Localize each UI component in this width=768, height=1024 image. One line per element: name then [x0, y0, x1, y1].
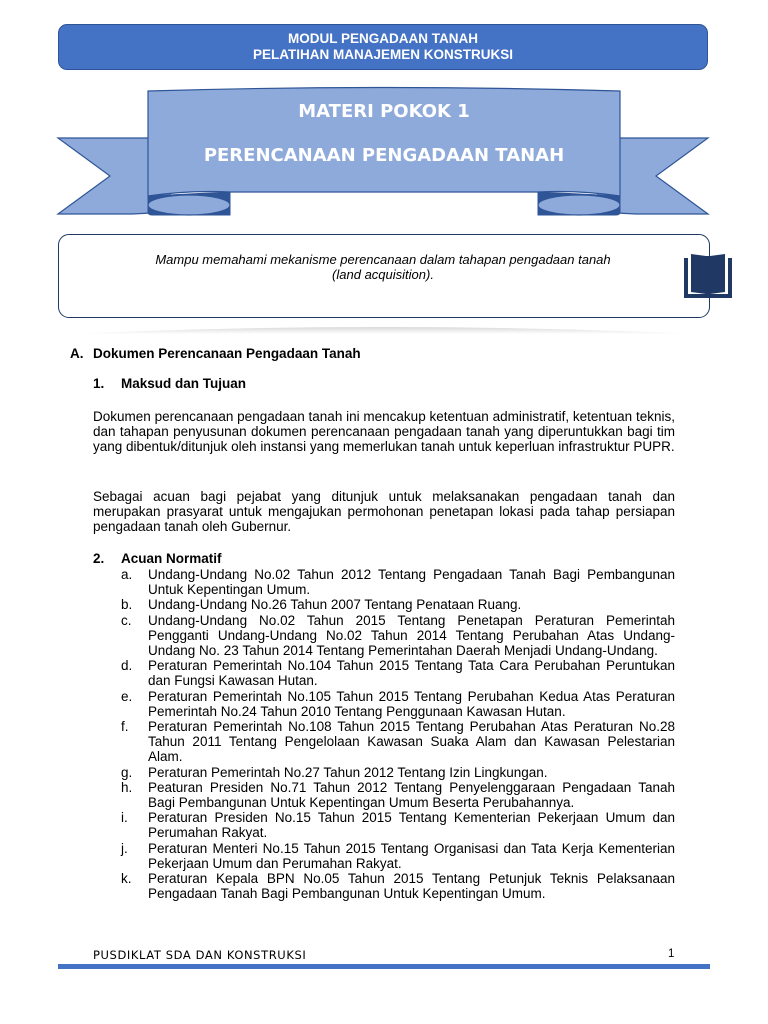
list-text: Undang-Undang No.02 Tahun 2015 Tentang Penetapan Peraturan Pemerintah Pengganti Undang-Undang No.02 Tahun 2014 Tentang Perubahan Atas Undang-Undang No. 23 Tahun 2014 Tentang Pemerintahan Daerah Menjadi Undang-Undang.	[148, 612, 675, 659]
list-text: Peraturan Pemerintah No.104 Tahun 2015 Tentang Tata Cara Perubahan Peruntukan dan Fungsi Kawasan Hutan.	[148, 658, 675, 689]
list-letter: k.	[121, 871, 132, 887]
list-letter: a.	[121, 567, 133, 582]
list-text: Peraturan Pemerintah No.27 Tahun 2012 Tentang Izin Lingkungan.	[148, 764, 548, 780]
normative-reference-list	[93, 567, 675, 901]
list-text: Undang-Undang No.02 Tahun 2012 Tentang Pengadaan Tanah Bagi Pembangunan Untuk Kepentingan Umum.	[148, 567, 675, 598]
list-item	[93, 689, 675, 719]
section-marker: A.	[70, 346, 84, 361]
subsection-title: Acuan Normatif	[121, 551, 222, 566]
list-item	[93, 658, 675, 688]
list-item	[93, 841, 675, 871]
list-text: Peraturan Menteri No.15 Tahun 2015 Tentang Organisasi dan Tata Kerja Kementerian Pekerjaan Umum dan Perumahan Rakyat.	[148, 840, 675, 871]
list-text: Peaturan Presiden No.71 Tahun 2012 Tentang Penyelenggaraan Pengadaan Tanah Bagi Pembangunan Untuk Kepentingan Umum Beserta Perubahannya.	[148, 779, 675, 811]
list-text: Peraturan Presiden No.15 Tahun 2015 Tentang Kementerian Pekerjaan Umum dan Perumahan Rakyat.	[148, 810, 675, 841]
list-letter: e.	[121, 688, 133, 704]
subsection-heading-2	[93, 551, 222, 566]
footer-rule	[58, 964, 710, 969]
list-letter: c.	[121, 612, 132, 628]
list-text: Undang-Undang No.26 Tahun 2007 Tentang Penataan Ruang.	[148, 597, 522, 613]
footer-institution: PUSDIKLAT SDA DAN KONSTRUKSI	[93, 948, 307, 962]
list-letter: b.	[121, 597, 133, 613]
subsection-title: Maksud dan Tujuan	[121, 376, 247, 391]
list-item	[93, 765, 675, 780]
paragraph-purpose: Dokumen perencanaan pengadaan tanah ini mencakup ketentuan administratif, ketentuan teknis, dan tahapan penyusunan dokumen perencanaan pengadaan tanah yang diperuntukkan bagi tim yang dibentuk/ditunjuk oleh instansi yang memerlukan tanah untuk keperluan infrastruktur PUPR.	[93, 409, 675, 455]
list-letter: f.	[121, 719, 129, 735]
objective-line-1: Mampu memahami mekanisme perencanaan dalam tahapan pengadaan tanah	[155, 252, 611, 267]
section-title: Dokumen Perencanaan Pengadaan Tanah	[93, 346, 361, 361]
list-item	[93, 780, 675, 810]
objective-line-2: (land acquisition).	[332, 267, 434, 282]
learning-objective-text	[118, 252, 648, 282]
list-letter: i.	[121, 810, 128, 826]
module-title: MODUL PENGADAAN TANAH	[288, 31, 478, 46]
list-item	[93, 597, 675, 612]
list-item	[93, 567, 675, 597]
ribbon-title: MATERI POKOK 1	[298, 101, 470, 122]
page-number: 1	[668, 948, 675, 960]
list-item	[93, 613, 675, 659]
list-letter: g.	[121, 764, 133, 780]
list-letter: j.	[121, 840, 128, 856]
list-item	[93, 871, 675, 901]
open-book-icon	[682, 252, 734, 300]
list-item	[93, 810, 675, 840]
ribbon-subtitle: PERENCANAAN PENGADAAN TANAH	[203, 145, 565, 166]
subsection-number: 1.	[93, 376, 105, 391]
subsection-number: 2.	[93, 551, 105, 566]
ribbon-right-fold-roll	[538, 195, 620, 215]
list-item	[93, 719, 675, 765]
paragraph-reference: Sebagai acuan bagi pejabat yang ditunjuk untuk melaksanakan pengadaan tanah dan merupakan prasyarat untuk mengajukan permohonan penetapan lokasi pada tahap persiapan pengadaan tanah oleh Gubernur.	[93, 489, 675, 535]
subsection-heading-1	[93, 376, 247, 391]
ribbon-left-fold-roll	[148, 195, 230, 215]
list-text: Peraturan Kepala BPN No.05 Tahun 2015 Tentang Petunjuk Teknis Pelaksanaan Pengadaan Tanah Bagi Pembangunan Untuk Kepentingan Umum.	[148, 871, 675, 902]
list-text: Peraturan Pemerintah No.105 Tahun 2015 Tentang Perubahan Kedua Atas Peraturan Pemerintah No.24 Tahun 2010 Tentang Penggunaan Kawasan Hutan.	[148, 688, 675, 719]
list-letter: d.	[121, 658, 133, 674]
divider-shadow	[58, 324, 710, 336]
module-subtitle: PELATIHAN MANAJEMEN KONSTRUKSI	[252, 47, 513, 62]
list-letter: h.	[121, 779, 133, 795]
list-text: Peraturan Pemerintah No.108 Tahun 2015 Tentang Perubahan Atas Peraturan No.28 Tahun 2011 Tentang Pengelolaan Kawasan Suaka Alam dan Kawasan Pelestarian Alam.	[148, 719, 675, 765]
